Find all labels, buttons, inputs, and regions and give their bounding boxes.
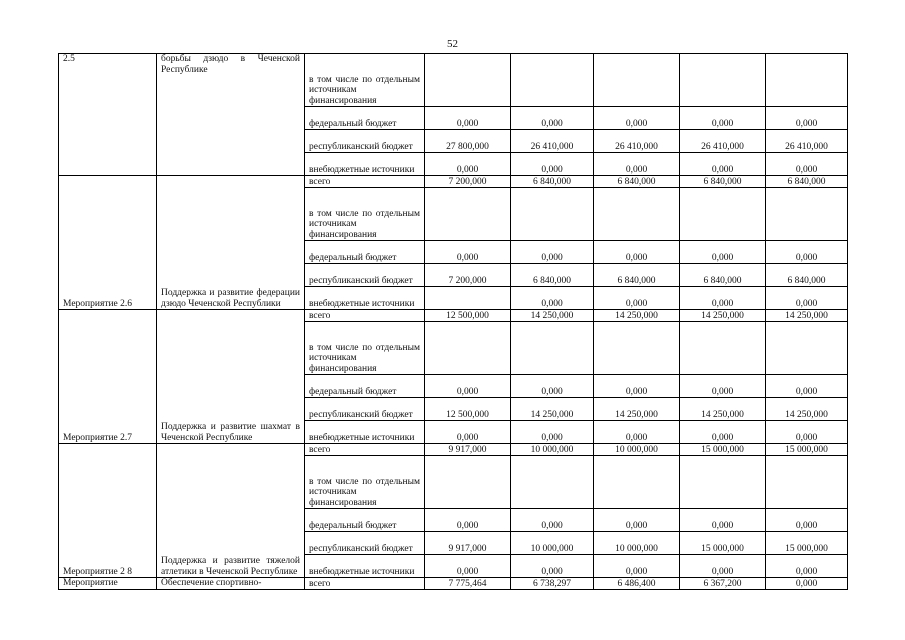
funding-source: всего <box>305 444 425 456</box>
table-row <box>59 444 848 456</box>
amount-cell: 0,000 <box>511 509 594 532</box>
activity-number: Мероприятие 2 8 <box>59 444 157 578</box>
amount-cell: 0,000 <box>680 241 766 264</box>
amount-cell <box>594 54 680 107</box>
amount-cell: 0,000 <box>680 287 766 310</box>
amount-cell <box>511 322 594 375</box>
amount-cell: 14 250,000 <box>594 398 680 421</box>
activity-name: Поддержка и развитие шахмат в Чеченской Республике <box>157 310 305 444</box>
amount-cell: 0,000 <box>594 375 680 398</box>
amount-cell: 0,000 <box>594 287 680 310</box>
amount-cell: 0,000 <box>766 241 848 264</box>
amount-cell: 7 200,000 <box>425 264 511 287</box>
amount-cell: 6 840,000 <box>511 264 594 287</box>
amount-cell: 14 250,000 <box>511 310 594 322</box>
amount-cell: 6 486,400 <box>594 578 680 590</box>
activity-name: Обеспечение спортивно- <box>157 578 305 590</box>
amount-cell: 0,000 <box>766 421 848 444</box>
amount-cell: 0,000 <box>425 555 511 578</box>
amount-cell: 0,000 <box>511 153 594 176</box>
amount-cell: 12 500,000 <box>425 310 511 322</box>
amount-cell <box>511 188 594 241</box>
amount-cell: 6 840,000 <box>766 264 848 287</box>
amount-cell: 0,000 <box>511 287 594 310</box>
funding-source: внебюджетные источники <box>305 555 425 578</box>
activity-number: Мероприятие <box>59 578 157 590</box>
activity-number: Мероприятие 2.7 <box>59 310 157 444</box>
amount-cell <box>425 322 511 375</box>
amount-cell: 6 840,000 <box>594 176 680 188</box>
amount-cell <box>680 456 766 509</box>
table-row <box>59 54 848 107</box>
amount-cell: 26 410,000 <box>766 130 848 153</box>
funding-table <box>58 53 848 590</box>
funding-source: республиканский бюджет <box>305 532 425 555</box>
amount-cell: 10 000,000 <box>594 444 680 456</box>
amount-cell: 6 367,200 <box>680 578 766 590</box>
amount-cell: 7 775,464 <box>425 578 511 590</box>
funding-source: федеральный бюджет <box>305 241 425 264</box>
amount-cell: 7 200,000 <box>425 176 511 188</box>
amount-cell: 6 738,297 <box>511 578 594 590</box>
amount-cell <box>766 322 848 375</box>
table-row <box>59 578 848 590</box>
funding-source: внебюджетные источники <box>305 421 425 444</box>
funding-source: в том числе по отдельным источникам финансирования <box>305 322 425 375</box>
amount-cell: 0,000 <box>766 287 848 310</box>
amount-cell: 14 250,000 <box>766 310 848 322</box>
table-row <box>59 310 848 322</box>
activity-number: 2.5 <box>59 54 157 176</box>
amount-cell: 0,000 <box>511 375 594 398</box>
amount-cell: 15 000,000 <box>766 444 848 456</box>
amount-cell: 0,000 <box>766 509 848 532</box>
activity-number: Мероприятие 2.6 <box>59 176 157 310</box>
amount-cell: 0,000 <box>680 375 766 398</box>
amount-cell: 9 917,000 <box>425 444 511 456</box>
amount-cell: 0,000 <box>680 153 766 176</box>
amount-cell: 6 840,000 <box>766 176 848 188</box>
amount-cell: 14 250,000 <box>680 310 766 322</box>
funding-source: в том числе по отдельным источникам финансирования <box>305 188 425 241</box>
amount-cell: 0,000 <box>425 421 511 444</box>
amount-cell: 15 000,000 <box>680 444 766 456</box>
amount-cell: 0,000 <box>680 509 766 532</box>
funding-source: всего <box>305 176 425 188</box>
funding-source: всего <box>305 310 425 322</box>
amount-cell <box>425 188 511 241</box>
amount-cell: 0,000 <box>766 153 848 176</box>
amount-cell: 0,000 <box>594 555 680 578</box>
table-row <box>59 176 848 188</box>
amount-cell: 0,000 <box>766 107 848 130</box>
amount-cell: 0,000 <box>511 107 594 130</box>
amount-cell: 27 800,000 <box>425 130 511 153</box>
funding-source: внебюджетные источники <box>305 153 425 176</box>
amount-cell <box>425 287 511 310</box>
amount-cell: 26 410,000 <box>511 130 594 153</box>
amount-cell: 10 000,000 <box>594 532 680 555</box>
amount-cell: 0,000 <box>766 578 848 590</box>
amount-cell: 0,000 <box>766 555 848 578</box>
amount-cell <box>511 54 594 107</box>
amount-cell <box>594 322 680 375</box>
amount-cell: 12 500,000 <box>425 398 511 421</box>
amount-cell: 0,000 <box>425 375 511 398</box>
amount-cell: 10 000,000 <box>511 532 594 555</box>
funding-source: республиканский бюджет <box>305 130 425 153</box>
amount-cell: 15 000,000 <box>766 532 848 555</box>
amount-cell: 0,000 <box>425 107 511 130</box>
amount-cell: 14 250,000 <box>680 398 766 421</box>
amount-cell: 0,000 <box>511 421 594 444</box>
amount-cell: 0,000 <box>425 153 511 176</box>
amount-cell: 0,000 <box>511 555 594 578</box>
amount-cell <box>425 456 511 509</box>
amount-cell: 6 840,000 <box>511 176 594 188</box>
amount-cell: 0,000 <box>594 153 680 176</box>
amount-cell: 6 840,000 <box>680 264 766 287</box>
amount-cell: 0,000 <box>594 241 680 264</box>
funding-source: республиканский бюджет <box>305 264 425 287</box>
activity-name: Поддержка и развитие тяжелой атлетики в Чеченской Республике <box>157 444 305 578</box>
amount-cell: 0,000 <box>511 241 594 264</box>
amount-cell: 0,000 <box>680 555 766 578</box>
funding-source: внебюджетные источники <box>305 287 425 310</box>
amount-cell: 0,000 <box>680 421 766 444</box>
amount-cell <box>594 456 680 509</box>
amount-cell <box>766 456 848 509</box>
amount-cell: 15 000,000 <box>680 532 766 555</box>
funding-source: республиканский бюджет <box>305 398 425 421</box>
amount-cell <box>594 188 680 241</box>
amount-cell <box>766 188 848 241</box>
amount-cell: 0,000 <box>594 421 680 444</box>
amount-cell: 14 250,000 <box>511 398 594 421</box>
amount-cell: 10 000,000 <box>511 444 594 456</box>
page-number: 52 <box>447 38 458 50</box>
amount-cell: 6 840,000 <box>594 264 680 287</box>
amount-cell <box>766 54 848 107</box>
amount-cell: 26 410,000 <box>680 130 766 153</box>
amount-cell: 14 250,000 <box>594 310 680 322</box>
amount-cell: 6 840,000 <box>680 176 766 188</box>
amount-cell: 0,000 <box>425 241 511 264</box>
amount-cell: 9 917,000 <box>425 532 511 555</box>
amount-cell <box>511 456 594 509</box>
amount-cell: 0,000 <box>425 509 511 532</box>
funding-source: федеральный бюджет <box>305 107 425 130</box>
funding-source: в том числе по отдельным источникам финансирования <box>305 456 425 509</box>
amount-cell: 0,000 <box>594 107 680 130</box>
amount-cell: 0,000 <box>594 509 680 532</box>
amount-cell <box>680 322 766 375</box>
funding-source: федеральный бюджет <box>305 509 425 532</box>
amount-cell: 26 410,000 <box>594 130 680 153</box>
funding-source: федеральный бюджет <box>305 375 425 398</box>
activity-name: Поддержка и развитие федерации дзюдо Чеченской Республики <box>157 176 305 310</box>
funding-source: всего <box>305 578 425 590</box>
amount-cell <box>680 54 766 107</box>
activity-name: борьбы дзюдо в Чеченской Республике <box>157 54 305 176</box>
amount-cell: 0,000 <box>766 375 848 398</box>
amount-cell <box>425 54 511 107</box>
amount-cell <box>680 188 766 241</box>
amount-cell: 14 250,000 <box>766 398 848 421</box>
amount-cell: 0,000 <box>680 107 766 130</box>
funding-source: в том числе по отдельным источникам финансирования <box>305 54 425 107</box>
